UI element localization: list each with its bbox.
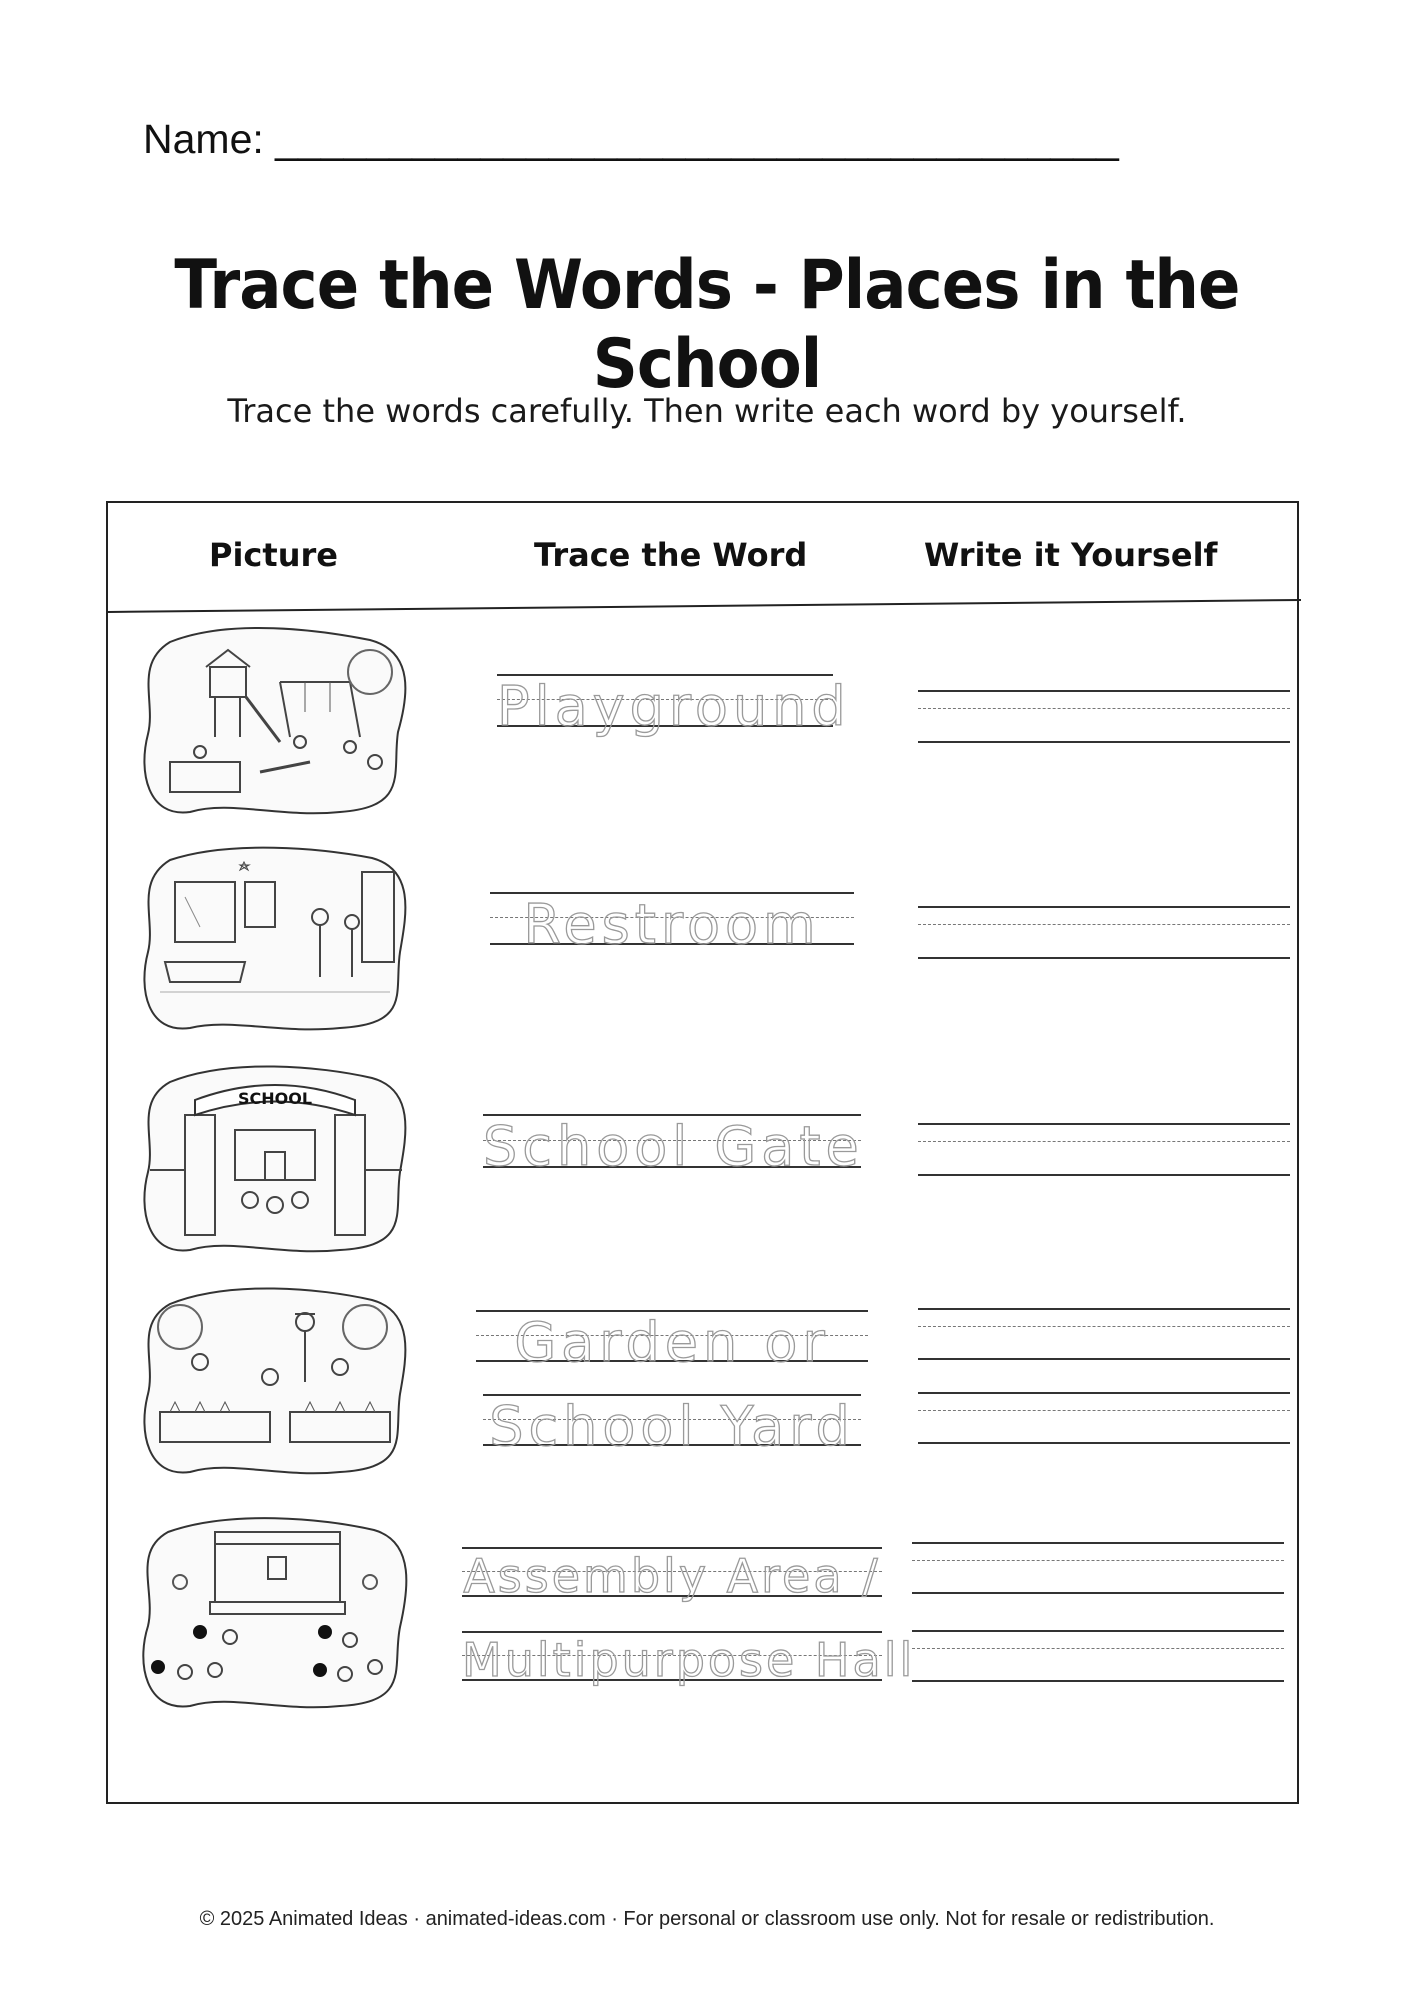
trace-word: Restroom xyxy=(523,893,821,956)
write-area-playground[interactable] xyxy=(918,684,1290,744)
school-gate-illustration xyxy=(140,1060,414,1255)
write-area-garden-line1[interactable] xyxy=(918,1302,1290,1362)
trace-row-assembly-line2[interactable] xyxy=(462,1617,916,1701)
copyright-footer: © 2025 Animated Ideas · animated-ideas.com · For personal or classroom use only. Not for resale or redistribution. xyxy=(199,1908,1215,1930)
trace-word: Assembly Area / xyxy=(463,1549,881,1603)
trace-word: School Yard xyxy=(489,1395,855,1458)
trace-row-garden-line1[interactable] xyxy=(476,1296,868,1380)
trace-word: Garden or xyxy=(514,1311,830,1374)
trace-row-school-gate[interactable] xyxy=(483,1100,864,1184)
column-header-write: Write it Yourself xyxy=(924,536,1218,574)
write-area-school-gate[interactable] xyxy=(918,1117,1290,1177)
playground-illustration xyxy=(140,622,414,817)
garden-illustration xyxy=(140,1282,414,1477)
instructions-text: Trace the words carefully. Then write each word by yourself. xyxy=(227,392,1187,430)
school-sign-text: SCHOOL xyxy=(237,1089,313,1108)
write-area-assembly-line2[interactable] xyxy=(912,1624,1284,1684)
trace-row-playground[interactable] xyxy=(497,664,851,744)
trace-word: School Gate xyxy=(483,1115,864,1178)
trace-row-garden-line2[interactable] xyxy=(483,1380,861,1464)
column-header-picture: Picture xyxy=(209,536,338,574)
restroom-illustration xyxy=(140,842,414,1032)
assembly-hall-illustration xyxy=(140,1512,414,1712)
name-field-label: Name: _____________________________________ xyxy=(143,116,1119,162)
trace-row-assembly-line1[interactable] xyxy=(462,1533,882,1617)
column-header-trace: Trace the Word xyxy=(534,536,808,574)
write-area-garden-line2[interactable] xyxy=(918,1386,1290,1446)
trace-word: Playground xyxy=(497,675,851,738)
trace-word: Multipurpose Hall xyxy=(462,1633,916,1687)
worksheet-title: Trace the Words - Places in the School xyxy=(174,246,1240,404)
write-area-restroom[interactable] xyxy=(918,900,1290,960)
write-area-assembly-line1[interactable] xyxy=(912,1536,1284,1596)
trace-row-restroom[interactable] xyxy=(490,880,854,960)
